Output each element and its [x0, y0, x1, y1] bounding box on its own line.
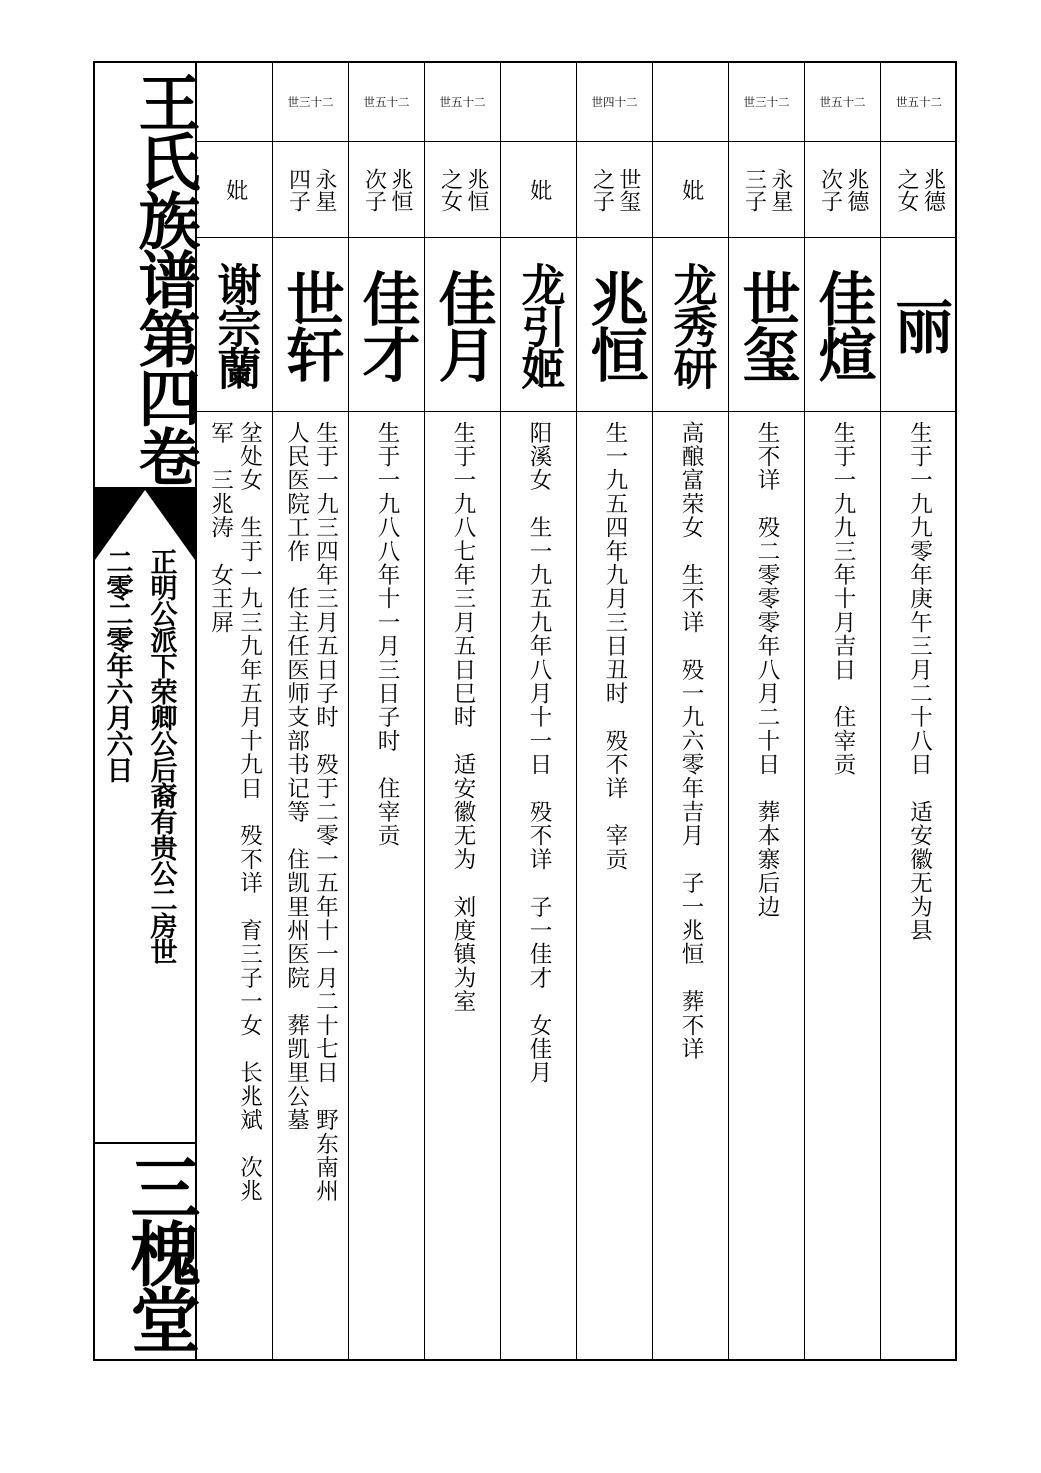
relation-text: 妣 — [222, 178, 248, 201]
biography-text: 生于一九三四年三月五日子时 殁于二零一五年十一月二十七日 野东南州 人民医院工作 任主任医师支部书记等 住凯里州医院 葬凯里公墓 — [283, 421, 339, 1204]
generation-cell — [197, 63, 272, 142]
biography-cell — [881, 421, 957, 1359]
person-name: 龙引姬 — [513, 262, 565, 388]
biography-text: 生不详 殁二零零零年八月二十日 葬本寨后边 — [754, 421, 780, 919]
person-name: 兆恒 — [580, 269, 649, 381]
person-name: 佳月 — [428, 269, 497, 381]
relation-text: 永星 四子 — [285, 167, 337, 212]
relation-cell — [729, 142, 804, 238]
hall-name: 三槐堂 — [119, 1152, 202, 1350]
record-column — [425, 63, 501, 1359]
relation-text: 兆恒 次子 — [361, 167, 413, 212]
biography-cell — [729, 421, 804, 1359]
person-name: 佳煊 — [808, 269, 877, 381]
person-name: 世轩 — [276, 269, 345, 381]
generation-cell — [501, 63, 576, 142]
name-cell — [805, 239, 880, 412]
relation-cell — [653, 142, 728, 238]
generation-cell: 世五十二 — [881, 63, 957, 142]
biography-text: 生于一九八七年三月五日巳时 适安徽无为 刘度镇为室 — [450, 421, 476, 1014]
name-cell — [349, 239, 424, 412]
name-cell — [273, 239, 348, 412]
person-name: 佳才 — [352, 269, 421, 381]
name-cell — [729, 239, 804, 412]
person-name: 谢宗蘭 — [209, 262, 261, 388]
relation-text: 兆德 之女 — [894, 167, 946, 212]
book-title: 王氏族谱第四卷 — [128, 70, 201, 484]
person-name: 世玺 — [732, 269, 801, 381]
genealogy-page — [93, 61, 957, 1361]
biography-text: 生于一九九三年十月吉日 住宰贡 — [830, 421, 856, 777]
generation-cell: 世三十二 — [273, 63, 348, 142]
title-panel — [95, 63, 202, 1359]
biography-text: 生一九五四年九月三日丑时 殁不详 宰贡 — [602, 421, 628, 872]
relation-text: 世玺 之子 — [589, 167, 641, 212]
person-name: 龙秀研 — [665, 262, 717, 388]
relation-cell — [881, 142, 957, 238]
relation-text: 永星 三子 — [741, 167, 793, 212]
biography-cell — [653, 421, 728, 1359]
generation-cell: 世五十二 — [425, 63, 500, 142]
relation-cell — [805, 142, 880, 238]
biography-cell — [197, 421, 272, 1359]
record-column — [729, 63, 805, 1359]
record-column — [197, 63, 273, 1359]
record-column — [881, 63, 957, 1359]
relation-cell — [501, 142, 576, 238]
name-cell — [425, 239, 500, 412]
biography-cell — [273, 421, 348, 1359]
record-grid — [197, 63, 955, 1359]
biography-cell — [577, 421, 652, 1359]
relation-cell — [273, 142, 348, 238]
compile-date: 二零二零年六月六日 — [101, 548, 133, 782]
person-name: 丽 — [885, 297, 953, 353]
biography-text: 生于一九九零年庚午三月二十八日 适安徽无为县 — [906, 421, 933, 943]
name-cell — [653, 239, 728, 412]
biography-cell — [805, 421, 880, 1359]
lineage-band — [95, 487, 195, 1144]
relation-cell — [349, 142, 424, 238]
biography-cell — [425, 421, 500, 1359]
biography-text: 生于一九八八年十一月三日子时 住宰贡 — [374, 421, 400, 848]
relation-cell — [425, 142, 500, 238]
name-cell — [197, 239, 272, 412]
relation-text: 妣 — [526, 178, 552, 201]
biography-text: 阳溪女 生一九五九年八月十一日 殁不详 子一佳才 女佳月 — [526, 421, 552, 1085]
biography-text: 高酿富荣女 生不详 殁一九六零年吉月 子一兆恒 葬不详 — [678, 421, 704, 1061]
record-column — [349, 63, 425, 1359]
record-column — [653, 63, 729, 1359]
name-cell — [577, 239, 652, 412]
biography-text: 坌处女 生于一九三九年五月十九日 殁不详 育三子一女 长兆斌 次兆 军 三兆涛 女王屏 — [207, 421, 263, 1204]
biography-cell — [349, 421, 424, 1359]
generation-cell: 世四十二 — [577, 63, 652, 142]
lineage-text: 正明公派下荣卿公后裔有贵公二房世 — [145, 548, 177, 964]
relation-text: 妣 — [678, 178, 704, 201]
name-cell — [881, 239, 957, 412]
generation-cell: 世三十二 — [729, 63, 804, 142]
name-cell — [501, 239, 576, 412]
relation-text: 兆德 次子 — [817, 167, 869, 212]
biography-cell — [501, 421, 576, 1359]
record-column — [273, 63, 349, 1359]
generation-cell: 世五十二 — [349, 63, 424, 142]
relation-cell — [197, 142, 272, 238]
generation-cell: 世五十二 — [805, 63, 880, 142]
relation-text: 兆恒 之女 — [437, 167, 489, 212]
relation-cell — [577, 142, 652, 238]
record-column — [577, 63, 653, 1359]
record-column — [501, 63, 577, 1359]
record-column — [805, 63, 881, 1359]
generation-cell — [653, 63, 728, 142]
